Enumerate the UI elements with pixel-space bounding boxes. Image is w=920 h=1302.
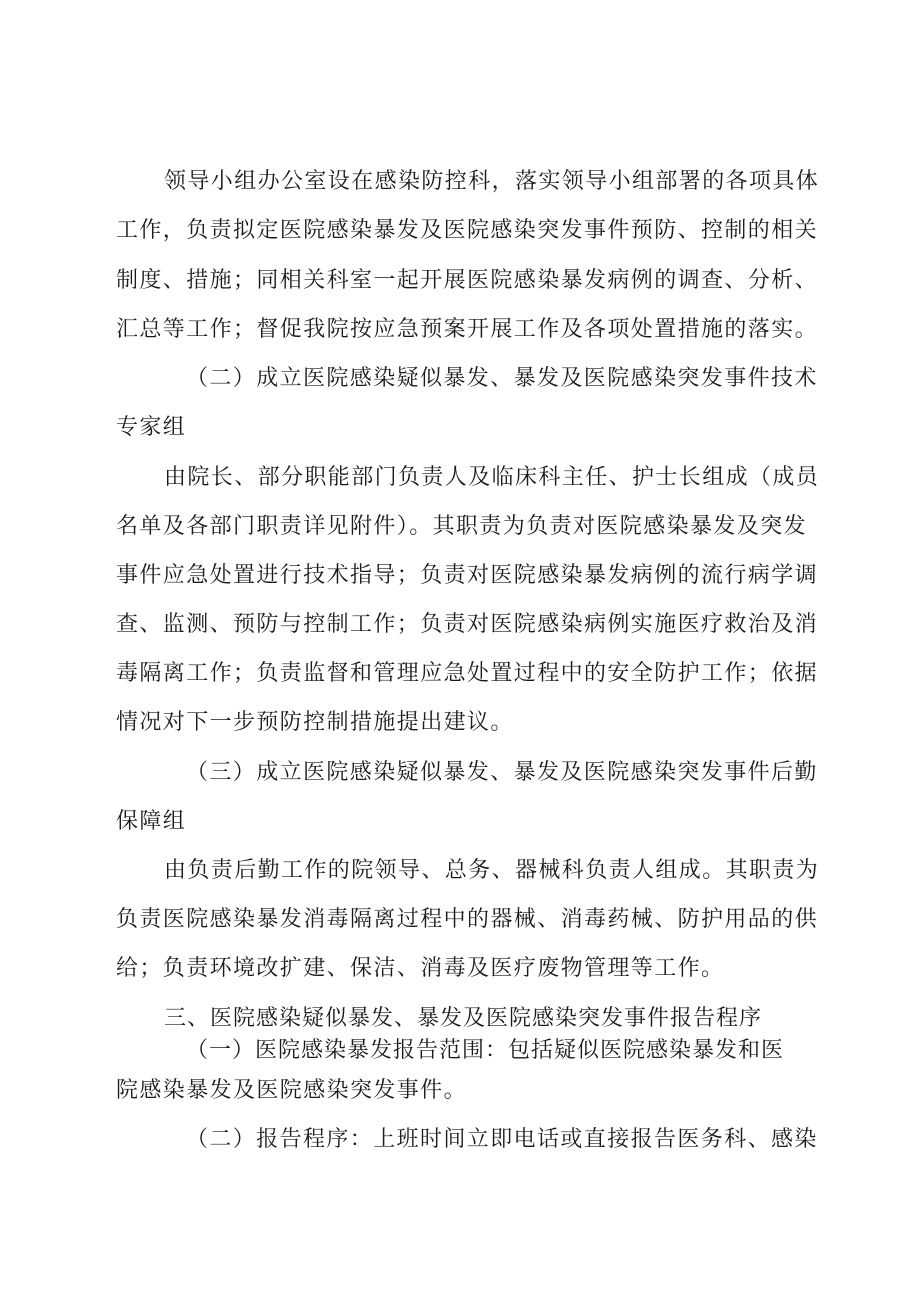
section-heading-line: 保障组: [116, 809, 187, 834]
section-heading-line: （二）成立医院感染疑似暴发、暴发及医院感染突发事件技术: [186, 366, 818, 391]
paragraph-line: 名单及各部门职责详见附件）。其职责为负责对医院感染暴发及突发: [116, 514, 808, 539]
paragraph-line: 负责医院感染暴发消毒隔离过程中的器械、消毒药械、防护用品的供: [116, 907, 819, 932]
paragraph-line: 由负责后勤工作的院领导、总务、器械科负责人组成。其职责为: [164, 858, 820, 883]
paragraph-line: 院感染暴发及医院感染突发事件。: [116, 1078, 468, 1103]
section-heading-line: （一）医院感染暴发报告范围：包括疑似医院感染暴发和医: [186, 1038, 785, 1063]
section-heading-line: （二）报告程序：上班时间立即电话或直接报告医务科、感染: [186, 1127, 818, 1152]
paragraph-line: 工作，负责拟定医院感染暴发及医院感染突发事件预防、控制的相关: [116, 218, 819, 243]
paragraph-line: 毒隔离工作；负责监督和管理应急处置过程中的安全防护工作；依据: [116, 661, 819, 686]
paragraph-line: 领导小组办公室设在感染防控科，落实领导小组部署的各项具体: [164, 169, 820, 194]
paragraph-line: 事件应急处置进行技术指导；负责对医院感染暴发病例的流行病学调: [116, 563, 819, 588]
section-heading-line: 专家组: [116, 415, 187, 440]
paragraph-line: 情况对下一步预防控制措施提出建议。: [116, 710, 514, 735]
paragraph-line: 查、监测、预防与控制工作；负责对医院感染病例实施医疗救治及消: [116, 612, 819, 637]
paragraph-line: 制度、措施；同相关科室一起开展医院感染暴发病例的调查、分析、: [116, 268, 819, 293]
paragraph-line: 由院长、部分职能部门负责人及临床科主任、护士长组成（成员: [164, 465, 820, 490]
paragraph-line: 汇总等工作；督促我院按应急预案开展工作及各项处置措施的落实。: [116, 317, 819, 342]
section-heading-line: （三）成立医院感染疑似暴发、暴发及医院感染突发事件后勤: [186, 760, 818, 785]
chapter-heading-line: 三、医院感染疑似暴发、暴发及医院感染突发事件报告程序: [164, 1006, 763, 1031]
paragraph-line: 给；负责环境改扩建、保洁、消毒及医疗废物管理等工作。: [116, 956, 725, 981]
